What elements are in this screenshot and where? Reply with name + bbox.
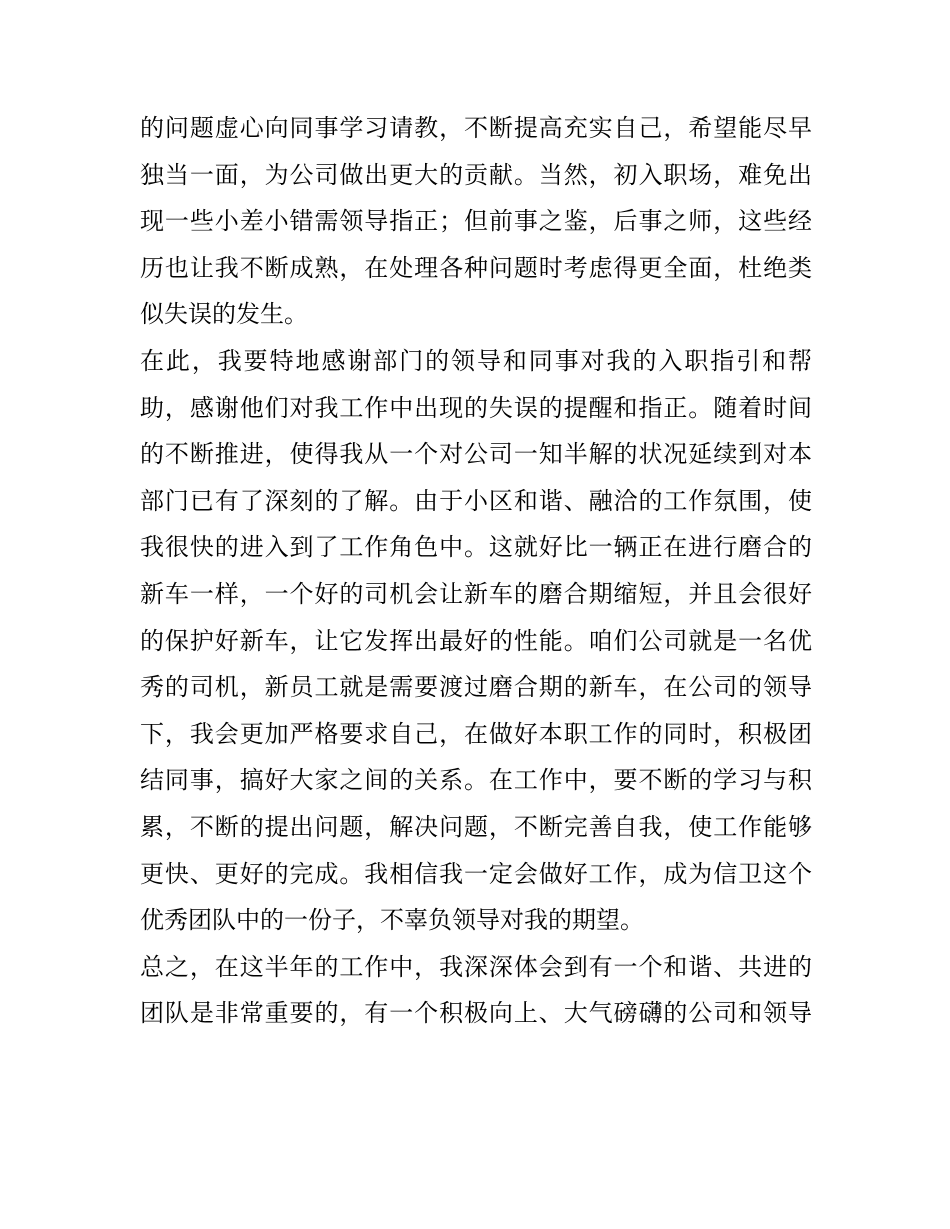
text-line: 部门已有了深刻的了解。由于小区和谐、融洽的工作氛围，使 bbox=[140, 486, 812, 515]
text-line: 的保护好新车，让它发挥出最好的性能。咱们公司就是一名优 bbox=[140, 626, 812, 655]
text-line: 似失误的发生。 bbox=[140, 300, 308, 329]
body-text bbox=[140, 105, 812, 1037]
text-line: 在此，我要特地感谢部门的领导和同事对我的入职指引和帮 bbox=[140, 346, 812, 375]
text-line: 下，我会更加严格要求自己，在做好本职工作的同时，积极团 bbox=[140, 719, 812, 748]
text-line: 累，不断的提出问题，解决问题，不断完善自我，使工作能够 bbox=[140, 812, 812, 841]
text-line: 独当一面，为公司做出更大的贡献。当然，初入职场，难免出 bbox=[140, 160, 812, 189]
text-line: 优秀团队中的一份子，不辜负领导对我的期望。 bbox=[140, 906, 644, 935]
text-line: 新车一样，一个好的司机会让新车的磨合期缩短，并且会很好 bbox=[140, 579, 812, 608]
text-line: 助，感谢他们对我工作中出现的失误的提醒和指正。随着时间 bbox=[140, 393, 812, 422]
text-line: 总之，在这半年的工作中，我深深体会到有一个和谐、共进的 bbox=[140, 952, 812, 981]
text-line: 结同事，搞好大家之间的关系。在工作中，要不断的学习与积 bbox=[140, 766, 812, 795]
text-line: 的不断推进，使得我从一个对公司一知半解的状况延续到对本 bbox=[140, 440, 812, 469]
text-line: 团队是非常重要的，有一个积极向上、大气磅礴的公司和领导 bbox=[140, 999, 812, 1028]
text-line: 历也让我不断成熟，在处理各种问题时考虑得更全面，杜绝类 bbox=[140, 253, 812, 282]
text-line: 更快、更好的完成。我相信我一定会做好工作，成为信卫这个 bbox=[140, 859, 812, 888]
text-line: 秀的司机，新员工就是需要渡过磨合期的新车，在公司的领导 bbox=[140, 673, 812, 702]
text-line: 的问题虚心向同事学习请教，不断提高充实自己，希望能尽早 bbox=[140, 114, 812, 142]
text-line: 我很快的进入到了工作角色中。这就好比一辆正在进行磨合的 bbox=[140, 533, 812, 562]
text-line: 现一些小差小错需领导指正；但前事之鉴，后事之师，这些经 bbox=[140, 207, 812, 236]
